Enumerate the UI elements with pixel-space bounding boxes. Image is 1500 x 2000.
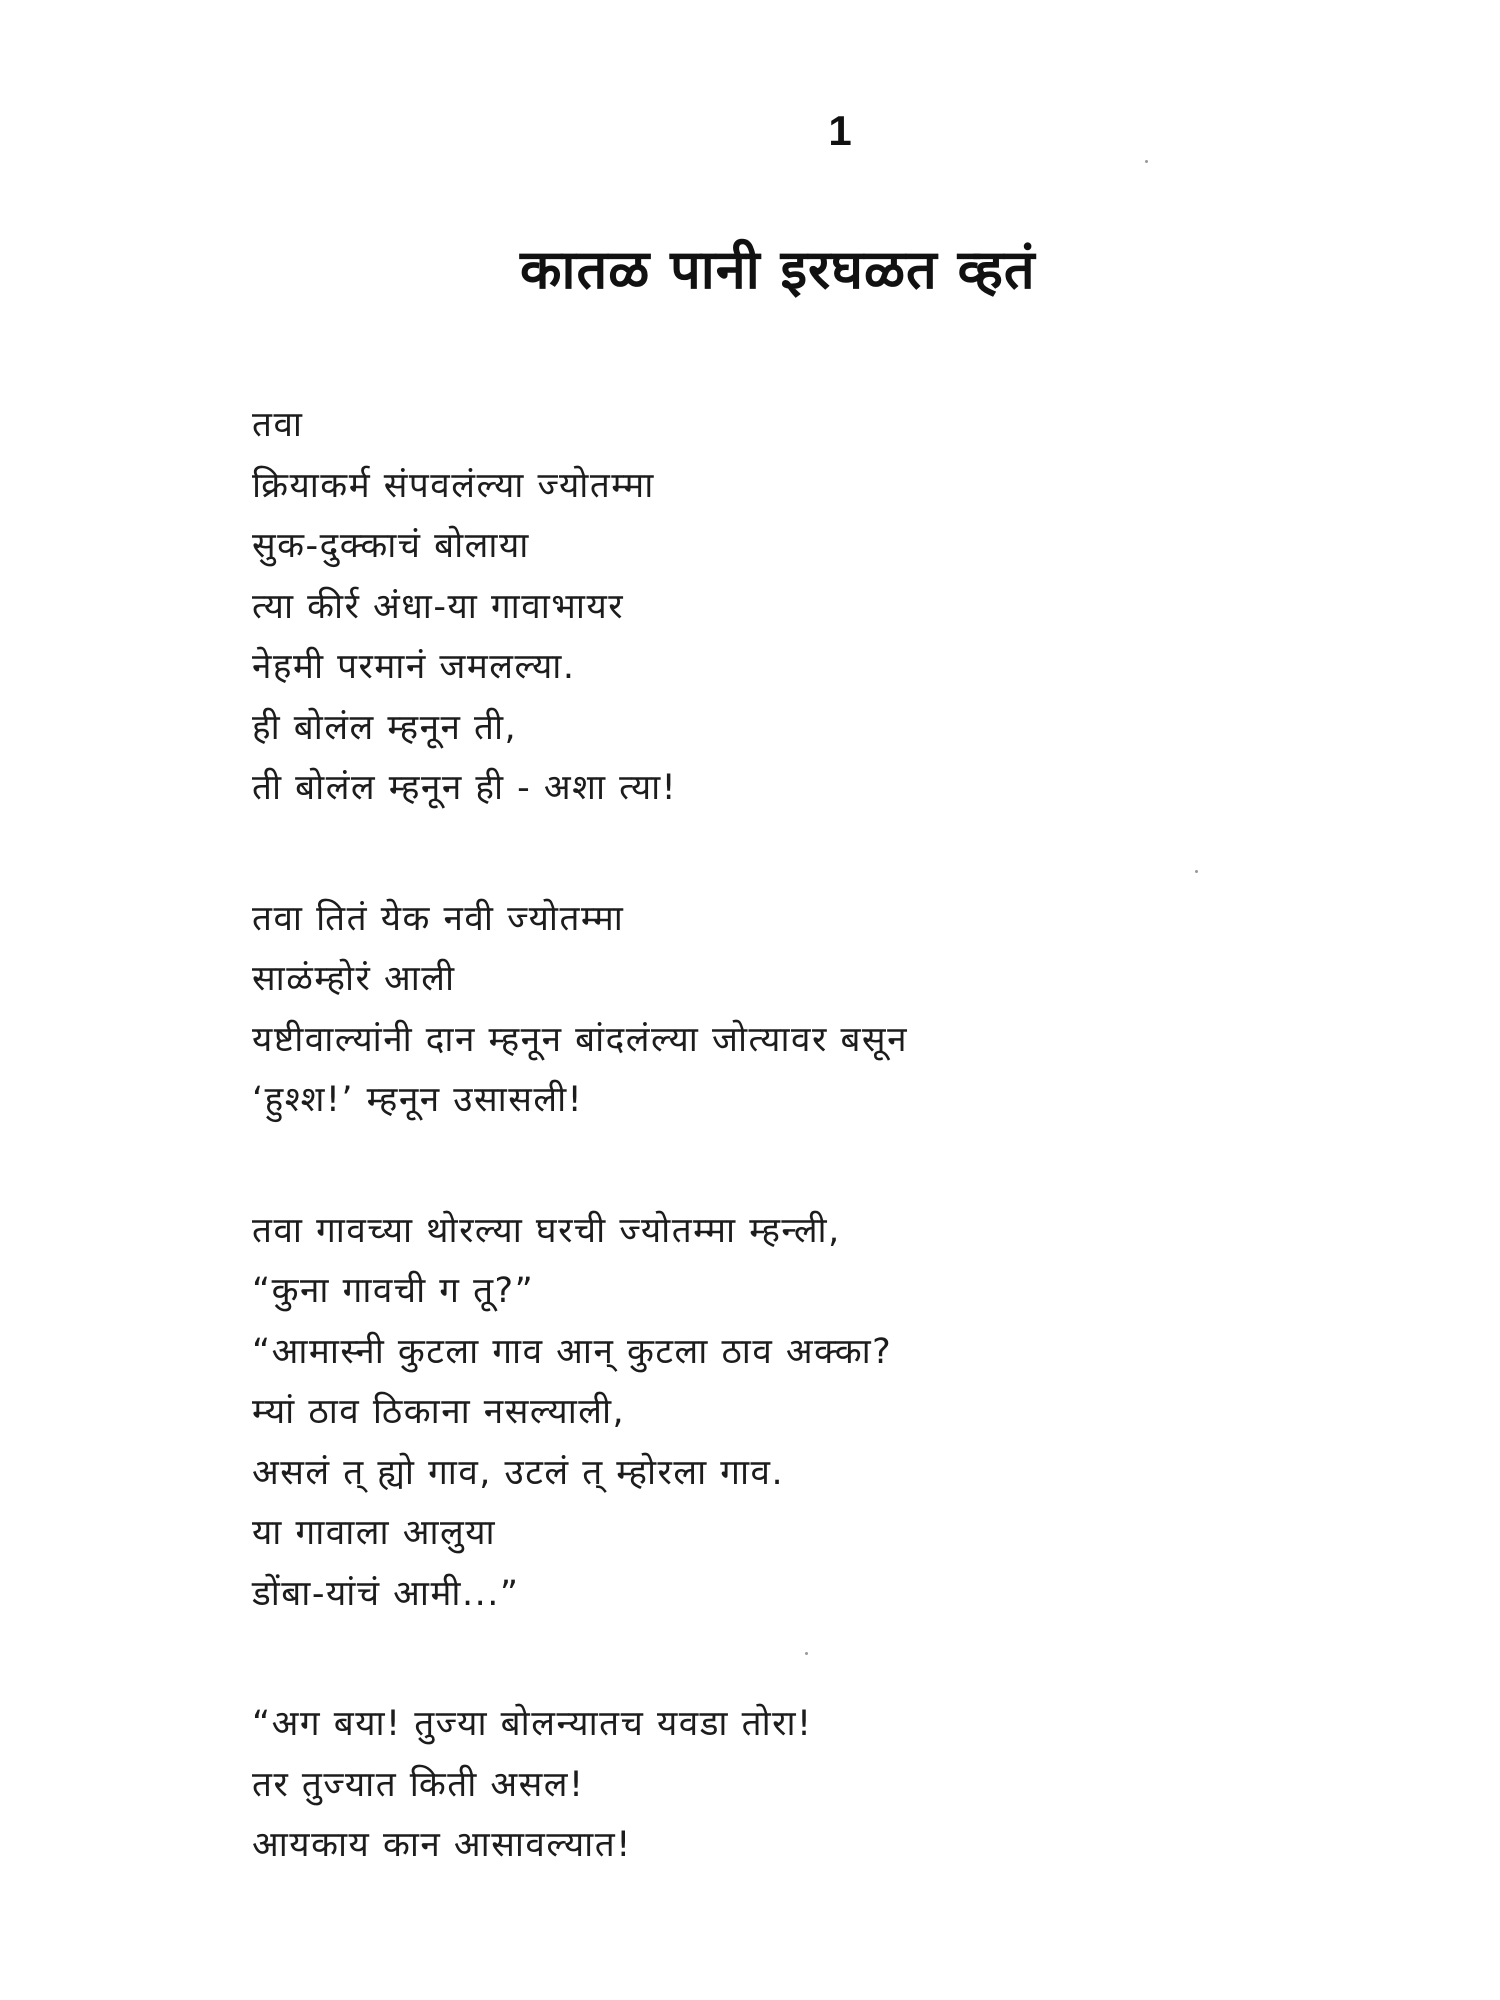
chapter-title: कातळ पानी इरघळत व्हतं xyxy=(520,238,1036,301)
poem-line: तर तुज्यात किती असल! xyxy=(252,1764,585,1805)
poem-line: “कुना गावची ग तू?” xyxy=(252,1271,535,1311)
poem-line: तवा xyxy=(252,405,304,445)
poem-line: ही बोलंल म्हनून ती, xyxy=(252,707,518,748)
poem-line: नेहमी परमानं जमलल्या. xyxy=(252,647,576,687)
poem-line: आयकाय कान आसावल्यात! xyxy=(252,1825,632,1865)
poem-line: सुक-दुक्काचं बोलाया xyxy=(252,526,530,566)
poem-line: म्यां ठाव ठिकाना नसल्याली, xyxy=(252,1392,626,1432)
poem-body xyxy=(252,395,1402,1946)
scan-speck xyxy=(805,1652,808,1655)
poem-line: “आमास्नी कुटला गाव आन् कुटला ठाव अक्का? xyxy=(252,1331,893,1372)
poem-line: असलं त् ह्यो गाव, उटलं त् म्होरला गाव. xyxy=(252,1452,785,1493)
poem-line: यष्टीवाल्यांनी दान म्हनून बांदलंल्या जोत्यावर बसून xyxy=(252,1019,909,1060)
poem-line: तवा तितं येक नवी ज्योतम्मा xyxy=(252,898,625,939)
scan-speck xyxy=(1195,870,1198,873)
poem-line: तवा गावच्या थोरल्या घरची ज्योतम्मा म्हन्ली, xyxy=(252,1210,841,1251)
poem-line: साळंम्होरं आली xyxy=(252,959,456,999)
poem-line: क्रियाकर्म संपवलंल्या ज्योतम्मा xyxy=(252,465,655,506)
stanza-4 xyxy=(252,1694,1402,1876)
poem-line: डोंबा-यांचं आमी...” xyxy=(252,1573,520,1614)
page-number: 1 xyxy=(828,107,852,154)
poem-line: त्या कीर्र अंधा-या गावाभायर xyxy=(252,586,625,627)
poem-line: “अग बया! तुज्या बोलन्यातच यवडा तोरा! xyxy=(252,1704,813,1744)
stanza-2 xyxy=(252,889,1402,1131)
poem-line: या गावाला आलुया xyxy=(252,1513,497,1553)
stanza-1 xyxy=(252,395,1402,819)
scan-speck xyxy=(1145,160,1148,163)
poem-line: ‘हुश्श!’ म्हनून उसासली! xyxy=(252,1080,584,1120)
poem-line: ती बोलंल म्हनून ही - अशा त्या! xyxy=(252,768,678,808)
stanza-3 xyxy=(252,1201,1402,1625)
